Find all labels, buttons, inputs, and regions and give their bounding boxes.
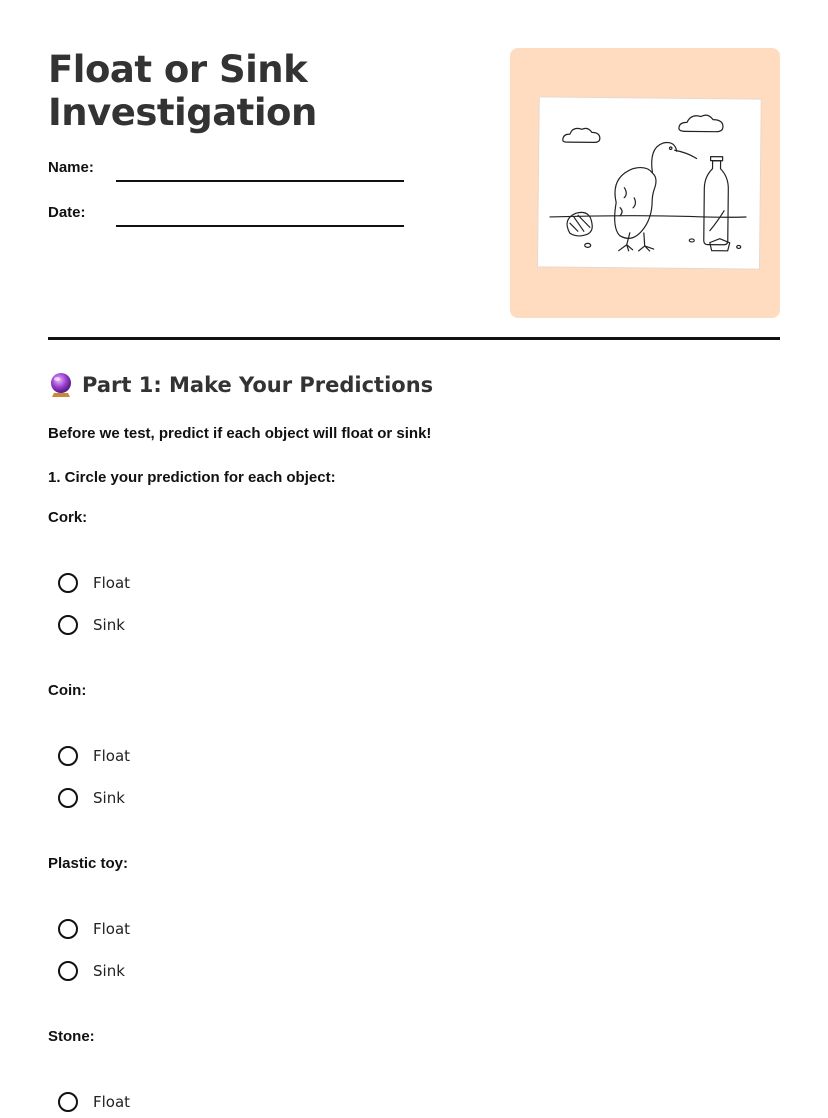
option-label: Sink xyxy=(93,962,125,980)
section-heading-text: Part 1: Make Your Predictions xyxy=(82,373,434,397)
object-label-stone: Stone: xyxy=(48,1028,95,1045)
object-label-plastic-toy: Plastic toy: xyxy=(48,855,129,872)
coin-float-option[interactable] xyxy=(58,746,130,766)
radio-circle-icon[interactable] xyxy=(58,1092,78,1112)
plastic-toy-sink-option[interactable] xyxy=(58,961,125,981)
stone-float-option[interactable] xyxy=(58,1092,130,1112)
coin-sink-option[interactable] xyxy=(58,788,125,808)
radio-circle-icon[interactable] xyxy=(58,788,78,808)
title-line-2: Investigation xyxy=(48,91,317,134)
cork-sink-option[interactable] xyxy=(58,615,125,635)
object-label-coin: Coin: xyxy=(48,682,87,699)
date-field[interactable] xyxy=(116,225,404,227)
object-label-cork: Cork: xyxy=(48,509,88,526)
title-line-1: Float or Sink xyxy=(48,48,308,91)
radio-circle-icon[interactable] xyxy=(58,573,78,593)
option-label: Sink xyxy=(93,616,125,634)
name-field[interactable] xyxy=(116,180,404,182)
option-label: Float xyxy=(93,1093,131,1111)
section-divider xyxy=(48,337,780,340)
option-label: Float xyxy=(93,574,131,592)
option-label: Sink xyxy=(93,789,125,807)
radio-circle-icon[interactable] xyxy=(58,961,78,981)
option-label: Float xyxy=(93,920,131,938)
date-label: Date: xyxy=(48,204,86,221)
hero-illustration-card xyxy=(510,48,780,318)
radio-circle-icon[interactable] xyxy=(58,919,78,939)
intro-text: Before we test, predict if each object will float or sink! xyxy=(48,425,432,442)
crystal-ball-icon xyxy=(48,372,74,398)
radio-circle-icon[interactable] xyxy=(58,746,78,766)
plastic-toy-float-option[interactable] xyxy=(58,919,130,939)
section-heading-part1 xyxy=(48,372,433,398)
option-label: Float xyxy=(93,747,131,765)
coloring-page-illustration xyxy=(510,48,780,318)
radio-circle-icon[interactable] xyxy=(58,615,78,635)
page-title xyxy=(48,48,317,134)
question-1-text: 1. Circle your prediction for each object: xyxy=(48,469,336,486)
name-label: Name: xyxy=(48,159,94,176)
cork-float-option[interactable] xyxy=(58,573,130,593)
